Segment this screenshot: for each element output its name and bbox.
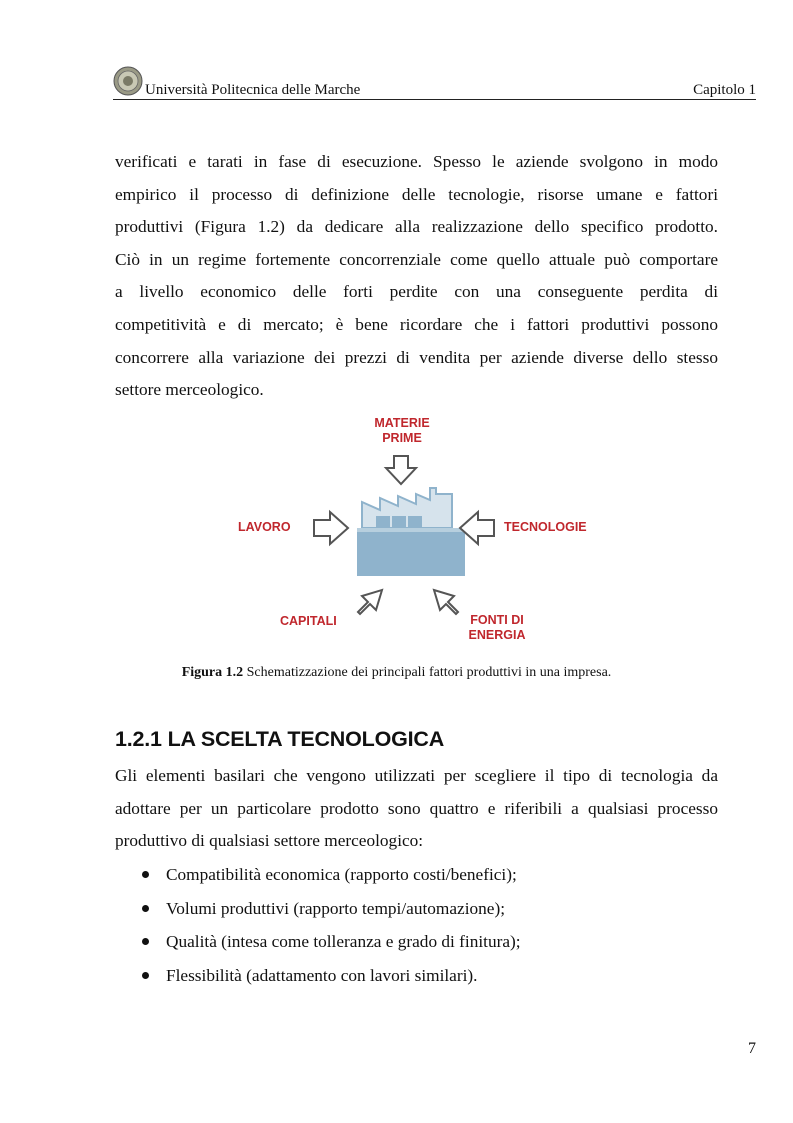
header-rule bbox=[113, 99, 756, 100]
page-number: 7 bbox=[748, 1040, 756, 1057]
body-line: a livello economico delle forti perdite con una conseguente perdita di bbox=[115, 282, 718, 302]
label-fonti-line1: FONTI DI bbox=[470, 613, 524, 627]
list-item: Flessibilità (adattamento con lavori similari). bbox=[140, 959, 700, 993]
university-seal-icon bbox=[113, 66, 143, 96]
section-paragraph bbox=[115, 760, 718, 858]
body-line: Ciò in un regime fortemente concorrenziale come quello attuale può comportare bbox=[115, 249, 718, 269]
arrow-left-icon bbox=[460, 512, 494, 544]
caption-label: Figura 1.2 bbox=[181, 665, 244, 680]
label-capitali: CAPITALI bbox=[280, 614, 337, 628]
body-line: competitività e di mercato; è bene ricordare che i fattori produttivi possono bbox=[115, 314, 718, 334]
label-lavoro: LAVORO bbox=[238, 520, 291, 534]
label-materie-prime bbox=[362, 416, 442, 446]
body-line: settore merceologico. bbox=[115, 380, 264, 400]
caption-text: Schematizzazione dei principali fattori produttivi in una impresa. bbox=[243, 665, 612, 680]
figure-caption bbox=[0, 665, 793, 681]
label-materie-line2: PRIME bbox=[382, 431, 422, 445]
arrow-down-icon bbox=[386, 456, 416, 484]
label-tecnologie: TECNOLOGIE bbox=[504, 520, 587, 534]
body-line: concorrere alla variazione dei prezzi di vendita per aziende diverse dello stesso bbox=[115, 347, 718, 367]
page-header bbox=[113, 64, 756, 100]
list-item: Compatibilità economica (rapporto costi/benefici); bbox=[140, 858, 700, 892]
body-line: produttivi (Figura 1.2) da dedicare alla realizzazione dello specifico prodotto. bbox=[115, 217, 718, 237]
label-materie-line1: MATERIE bbox=[374, 416, 430, 430]
list-item: Volumi produttivi (rapporto tempi/automazione); bbox=[140, 892, 700, 926]
arrow-up-right-icon bbox=[358, 590, 382, 614]
factory-icon bbox=[357, 488, 465, 576]
arrow-right-icon bbox=[314, 512, 348, 544]
section-line: Gli elementi basilari che vengono utilizzati per scegliere il tipo di tecnologia da bbox=[115, 766, 718, 785]
section-line: adottare per un particolare prodotto sono quattro e riferibili a qualsiasi processo bbox=[115, 798, 718, 818]
arrow-up-left-icon bbox=[434, 590, 458, 614]
label-fonti-energia bbox=[462, 613, 532, 643]
figure-production-factors bbox=[230, 410, 610, 650]
header-chapter: Capitolo 1 bbox=[693, 82, 756, 98]
section-heading: 1.2.1 LA SCELTA TECNOLOGICA bbox=[115, 727, 445, 751]
body-line: verificati e tarati in fase di esecuzione. Spesso le aziende svolgono in modo bbox=[115, 152, 718, 171]
list-item: Qualità (intesa come tolleranza e grado di finitura); bbox=[140, 925, 700, 959]
criteria-list bbox=[140, 858, 700, 992]
header-university-name: Università Politecnica delle Marche bbox=[145, 82, 361, 98]
body-line: empirico il processo di definizione delle tecnologie, risorse umane e fattori bbox=[115, 184, 718, 204]
section-line: produttivo di qualsiasi settore merceologico: bbox=[115, 831, 424, 851]
label-fonti-line2: ENERGIA bbox=[468, 628, 526, 642]
body-paragraph bbox=[115, 146, 718, 407]
